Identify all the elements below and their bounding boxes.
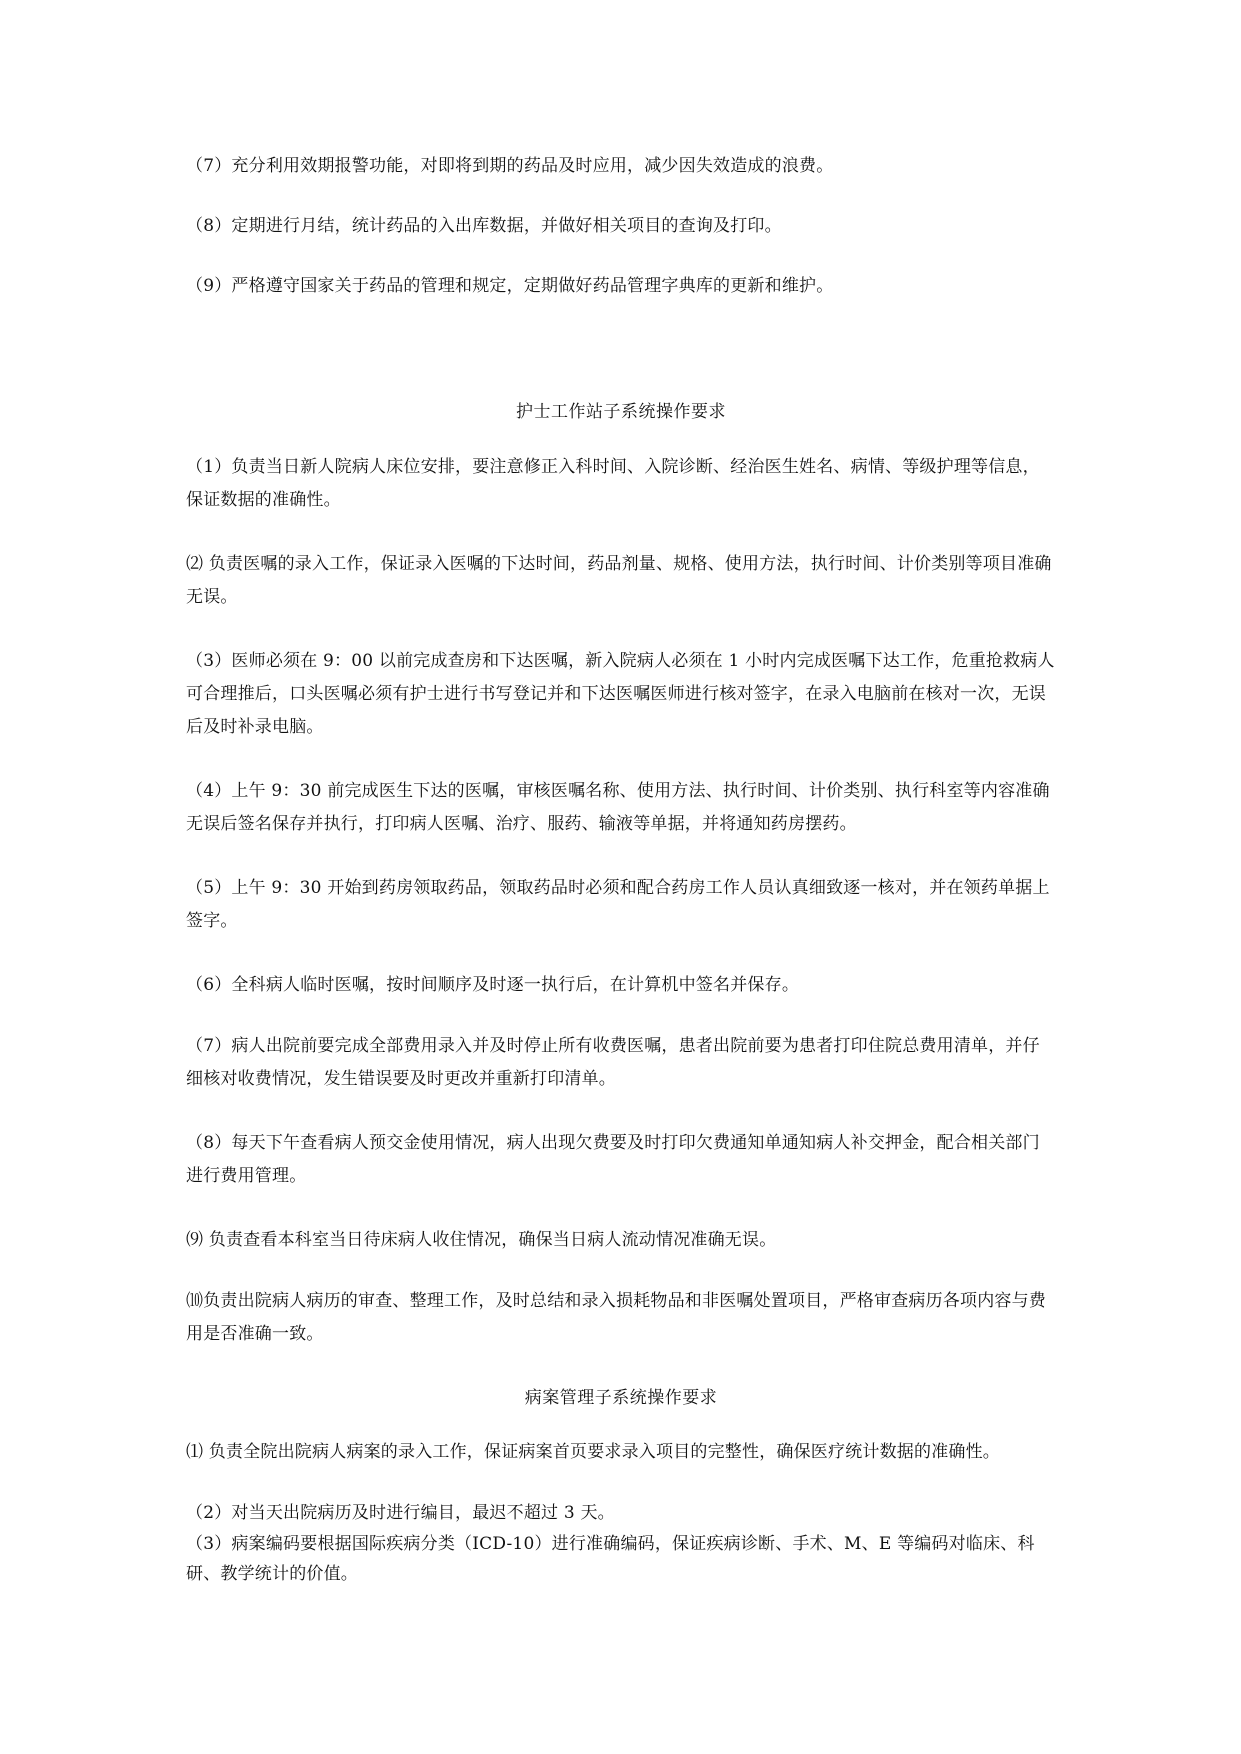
paragraph-top-9: （9）严格遵守国家关于药品的管理和规定，定期做好药品管理字典库的更新和维护。	[186, 276, 834, 296]
nurse-item-3: （3）医师必须在 9：00 以前完成查房和下达医嘱，新入院病人必须在 1 小时内完成医嘱下达工作，危重抢救病人可合理推后，口头医嘱必须有护士进行书写登记并和下达医嘱医师进行核对签字，在录入电脑前在核对一次，无误后及时补录电脑。	[186, 651, 1055, 737]
nurse-item-1: （1）负责当日新人院病人床位安排，要注意修正入科时间、入院诊断、经治医生姓名、病情、等级护理等信息，保证数据的准确性。	[186, 457, 1040, 510]
records-item-1: ⑴ 负责全院出院病人病案的录入工作，保证病案首页要求录入项目的完整性，确保医疗统计数据的准确性。	[186, 1442, 1001, 1462]
paragraph-top-7: （7）充分利用效期报警功能，对即将到期的药品及时应用，减少因失效造成的浪费。	[186, 156, 834, 176]
records-item-3: （3）病案编码要根据国际疾病分类（ICD-10）进行准确编码，保证疾病诊断、手术、M、E 等编码对临床、科研、教学统计的价值。	[186, 1534, 1035, 1584]
nurse-item-7: （7）病人出院前要完成全部费用录入并及时停止所有收费医嘱，患者出院前要为患者打印住院总费用清单，并仔细核对收费情况，发生错误要及时更改并重新打印清单。	[186, 1036, 1040, 1089]
nurse-item-9: ⑼ 负责查看本科室当日待床病人收住情况，确保当日病人流动情况准确无误。	[186, 1230, 777, 1250]
nurse-item-4: （4）上午 9：30 前完成医生下达的医嘱，审核医嘱名称、使用方法、执行时间、计价类别、执行科室等内容准确无误后签名保存并执行，打印病人医嘱、治疗、服药、输液等单据，并将通知药房摆药。	[186, 781, 1050, 834]
nurse-item-8: （8）每天下午查看病人预交金使用情况，病人出现欠费要及时打印欠费通知单通知病人补交押金，配合相关部门进行费用管理。	[186, 1133, 1040, 1186]
section-title-nurse-station: 护士工作站子系统操作要求	[516, 402, 726, 422]
nurse-item-5: （5）上午 9：30 开始到药房领取药品，领取药品时必须和配合药房工作人员认真细致逐一核对，并在领药单据上签字。	[186, 878, 1050, 931]
nurse-item-6: （6）全科病人临时医嘱，按时间顺序及时逐一执行后，在计算机中签名并保存。	[186, 975, 800, 995]
section-title-medical-records: 病案管理子系统操作要求	[524, 1388, 718, 1408]
nurse-item-2: ⑵ 负责医嘱的录入工作，保证录入医嘱的下达时间，药品剂量、规格、使用方法，执行时间、计价类别等项目准确无误。	[186, 554, 1052, 607]
records-item-2: （2）对当天出院病历及时进行编目，最迟不超过 3 天。	[186, 1503, 615, 1523]
nurse-item-10: ⑽负责出院病人病历的审查、整理工作，及时总结和录入损耗物品和非医嘱处置项目，严格审查病历各项内容与费用是否准确一致。	[186, 1291, 1046, 1344]
paragraph-top-8: （8）定期进行月结，统计药品的入出库数据，并做好相关项目的查询及打印。	[186, 216, 782, 236]
